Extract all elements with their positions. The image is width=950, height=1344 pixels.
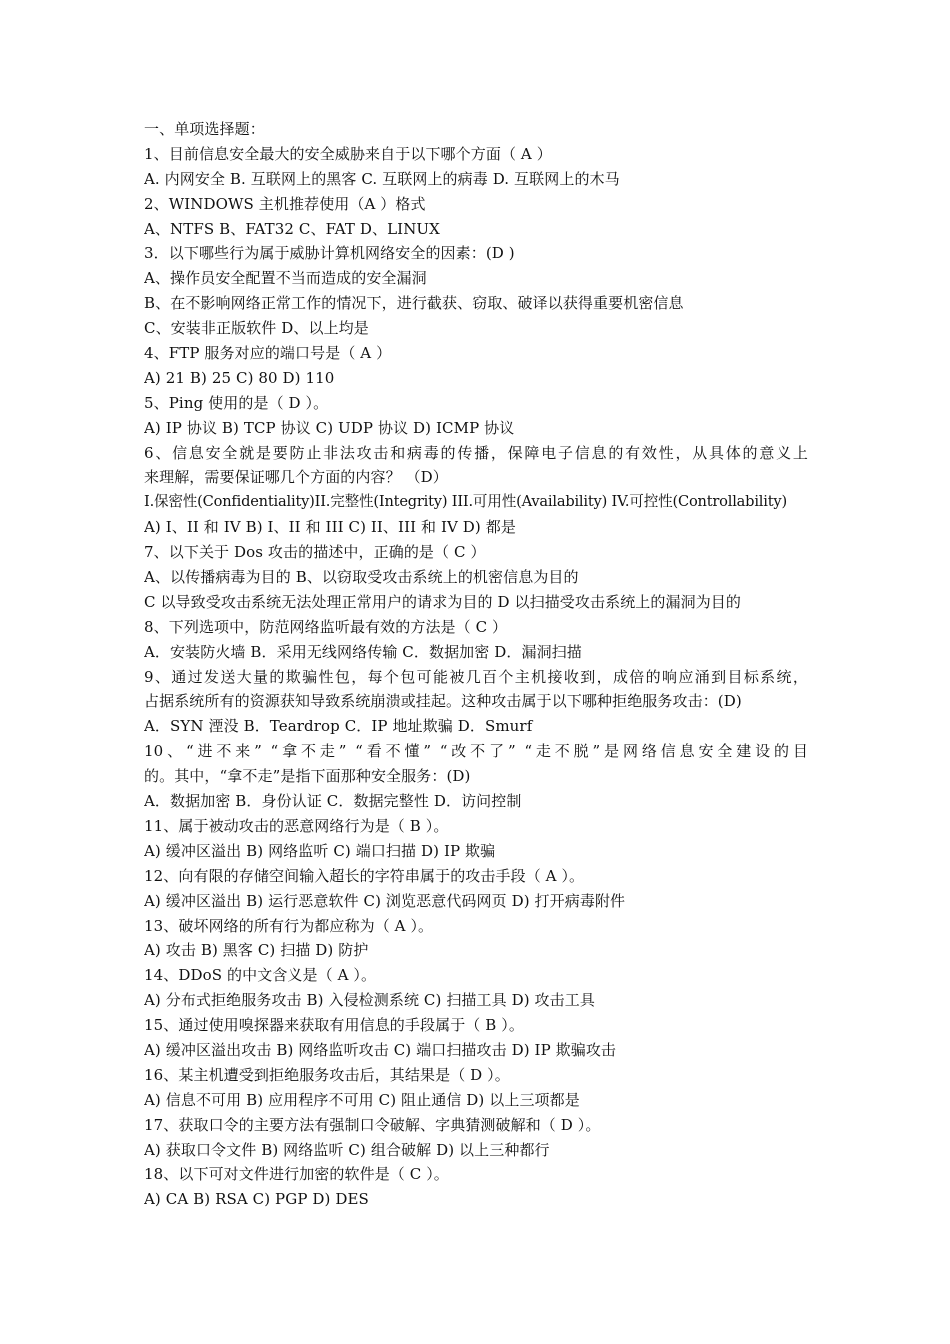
question-3: 3．以下哪些行为属于威胁计算机网络安全的因素：(D ) bbox=[144, 244, 515, 263]
question-15: 15、通过使用嗅探器来获取有用信息的手段属于（ B ）。 bbox=[144, 1016, 524, 1035]
question-6-line-2: 来理解，需要保证哪几个方面的内容？ （D） bbox=[144, 468, 448, 487]
question-8: 8、下列选项中，防范网络监听最有效的方法是（ C ） bbox=[144, 617, 508, 636]
question-6-items: I.保密性(Confidentiality)II.完整性(Integrity) III.可用性(Availability) IV.可控性(Controllability) bbox=[144, 493, 787, 511]
question-16: 16、某主机遭受到拒绝服务攻击后，其结果是（ D ）。 bbox=[144, 1065, 510, 1084]
question-17-options: A) 获取口令文件 B) 网络监听 C) 组合破解 D) 以上三种都行 bbox=[144, 1140, 550, 1159]
question-7-options-ab: A、以传播病毒为目的 B、以窃取受攻击系统上的机密信息为目的 bbox=[144, 568, 579, 587]
question-5: 5、Ping 使用的是（ D ）。 bbox=[144, 393, 329, 412]
question-11-options: A) 缓冲区溢出 B) 网络监听 C) 端口扫描 D) IP 欺骗 bbox=[144, 841, 496, 860]
question-1: 1、目前信息安全最大的安全威胁来自于以下哪个方面（ A ） bbox=[144, 144, 552, 163]
section-heading: 一、单项选择题： bbox=[144, 120, 265, 138]
question-6-options: A) I、II 和 IV B) I、II 和 III C) II、III 和 IV D) 都是 bbox=[144, 518, 516, 537]
question-8-options: A．安装防火墙 B．采用无线网络传输 C．数据加密 D．漏洞扫描 bbox=[144, 642, 582, 661]
question-10-line-1: 10、“进不来” “拿不走” “看不懂” “改不了” “走不脱”是网络信息安全建设的目 bbox=[144, 742, 808, 761]
question-12-options: A) 缓冲区溢出 B) 运行恶意软件 C) 浏览恶意代码网页 D) 打开病毒附件 bbox=[144, 891, 626, 910]
question-13-options: A) 攻击 B) 黑客 C) 扫描 D) 防护 bbox=[144, 941, 369, 960]
question-4-options: A) 21 B) 25 C) 80 D) 110 bbox=[144, 368, 335, 387]
question-11: 11、属于被动攻击的恶意网络行为是（ B ）。 bbox=[144, 816, 449, 835]
question-3-option-b: B、在不影响网络正常工作的情况下，进行截获、窃取、破译以获得重要机密信息 bbox=[144, 294, 684, 313]
question-3-options-cd: C、安装非正版软件 D、以上均是 bbox=[144, 319, 369, 338]
question-9-line-1: 9、通过发送大量的欺骗性包，每个包可能被几百个主机接收到，成倍的响应涌到目标系统， bbox=[144, 667, 808, 686]
question-12: 12、向有限的存储空间输入超长的字符串属于的攻击手段（ A ）。 bbox=[144, 866, 585, 885]
question-15-options: A) 缓冲区溢出攻击 B) 网络监听攻击 C) 端口扫描攻击 D) IP 欺骗攻击 bbox=[144, 1040, 617, 1059]
question-2: 2、WINDOWS 主机推荐使用（A ）格式 bbox=[144, 194, 426, 213]
question-18-options: A) CA B) RSA C) PGP D) DES bbox=[144, 1190, 369, 1209]
question-10-line-2: 的。其中，“拿不走”是指下面那种安全服务：(D) bbox=[144, 767, 471, 786]
question-1-options: A. 内网安全 B. 互联网上的黑客 C. 互联网上的病毒 D. 互联网上的木马 bbox=[144, 169, 620, 188]
question-16-options: A) 信息不可用 B) 应用程序不可用 C) 阻止通信 D) 以上三项都是 bbox=[144, 1090, 580, 1109]
question-6-line-1: 6、信息安全就是要防止非法攻击和病毒的传播，保障电子信息的有效性，从具体的意义上 bbox=[144, 443, 808, 462]
document-body bbox=[144, 117, 808, 1212]
question-14-options: A) 分布式拒绝服务攻击 B) 入侵检测系统 C) 扫描工具 D) 攻击工具 bbox=[144, 991, 595, 1010]
question-10-options: A．数据加密 B．身份认证 C．数据完整性 D．访问控制 bbox=[144, 792, 522, 811]
question-14: 14、DDoS 的中文含义是（ A ）。 bbox=[144, 966, 377, 985]
question-7: 7、以下关于 Dos 攻击的描述中，正确的是（ C ） bbox=[144, 543, 486, 562]
question-3-option-a: A、操作员安全配置不当而造成的安全漏洞 bbox=[144, 269, 427, 288]
question-13: 13、破坏网络的所有行为都应称为（ A ）。 bbox=[144, 916, 434, 935]
question-9-line-2: 占据系统所有的资源获知导致系统崩溃或挂起。这种攻击属于以下哪种拒绝服务攻击：(D) bbox=[144, 692, 742, 711]
question-17: 17、获取口令的主要方法有强制口令破解、字典猜测破解和（ D ）。 bbox=[144, 1115, 601, 1134]
question-9-options: A．SYN 湮没 B．Teardrop C．IP 地址欺骗 D．Smurf bbox=[144, 717, 533, 736]
question-18: 18、以下可对文件进行加密的软件是（ C ）。 bbox=[144, 1165, 449, 1184]
question-7-options-cd: C 以导致受攻击系统无法处理正常用户的请求为目的 D 以扫描受攻击系统上的漏洞为目的 bbox=[144, 592, 742, 611]
question-4: 4、FTP 服务对应的端口号是（ A ） bbox=[144, 344, 392, 363]
question-2-options: A、NTFS B、FAT32 C、FAT D、LINUX bbox=[144, 219, 440, 238]
question-5-options: A) IP 协议 B) TCP 协议 C) UDP 协议 D) ICMP 协议 bbox=[144, 418, 515, 437]
